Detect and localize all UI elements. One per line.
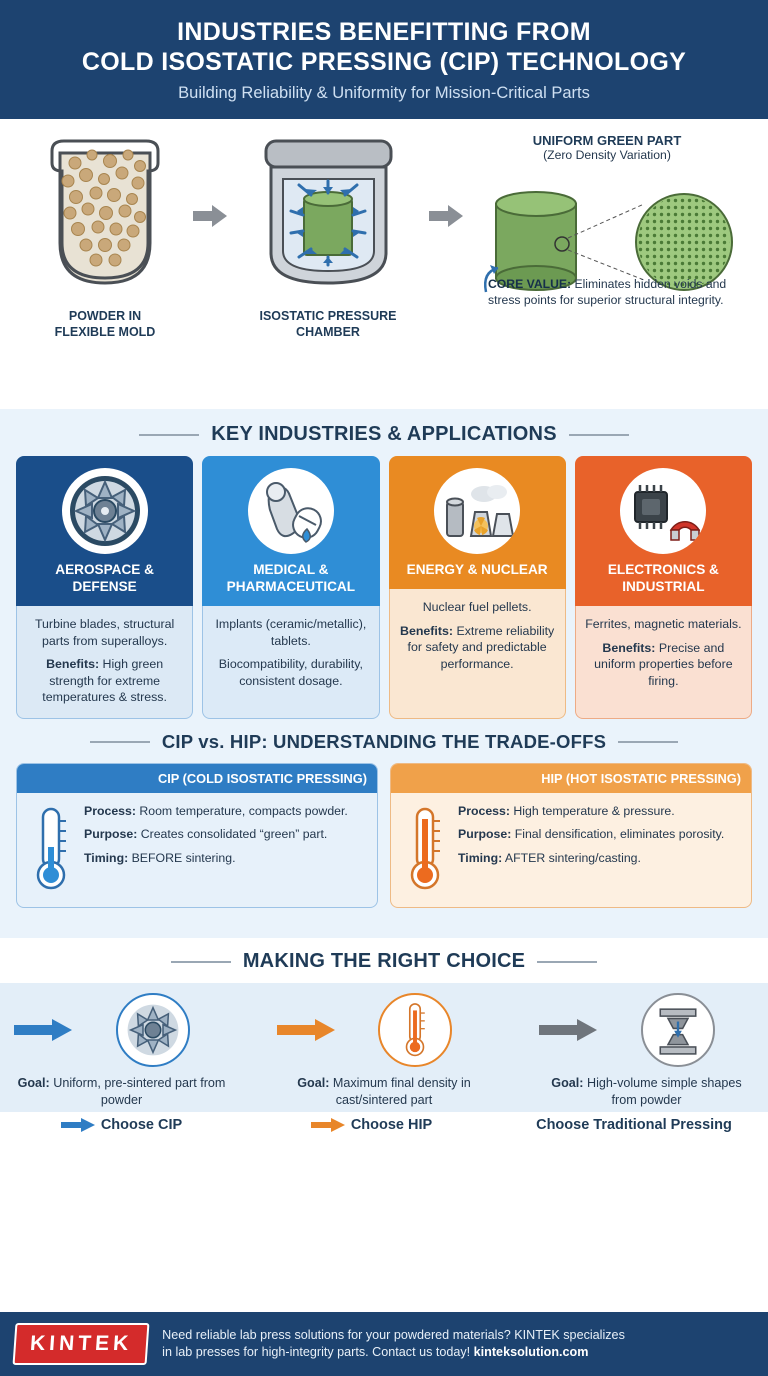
arrow-blue-small-icon	[61, 1117, 95, 1133]
industry-card-medical[interactable]	[202, 456, 379, 719]
card-line: Ferrites, magnetic materials.	[585, 616, 742, 631]
row-process: Process: High temperature & pressure.	[458, 804, 675, 819]
choice-goal-cip: Goal: Uniform, pre-sintered part from powder	[17, 1076, 226, 1107]
core-value-label: CORE VALUE:	[488, 277, 572, 291]
arrow-icon-2	[429, 205, 463, 227]
card-line: Implants (ceramic/metallic), tablets.	[215, 616, 367, 648]
card-body	[16, 606, 193, 719]
rule-right	[537, 961, 597, 963]
chip-magnet-icon	[620, 468, 706, 554]
arrow-blue-icon	[14, 1017, 72, 1043]
arrow-orange-icon	[277, 1017, 335, 1043]
choice-band	[0, 983, 768, 1112]
implant-pill-icon	[248, 468, 334, 554]
process-step-powder	[30, 133, 180, 340]
page-subtitle: Building Reliability & Uniformity for Mission-Critical Parts	[178, 84, 590, 102]
cold-thermometer-icon	[28, 803, 74, 895]
rule-left	[139, 434, 199, 436]
card-header	[575, 456, 752, 606]
card-line-benefits: Benefits: High green strength for extreme temperatures & stress.	[42, 657, 167, 705]
tradeoff-header-hip: HIP (HOT ISOSTATIC PRESSING)	[391, 764, 751, 793]
turbine-icon	[116, 993, 190, 1067]
kintek-logo: KINTEK	[13, 1323, 150, 1365]
choose-traditional-label[interactable]: Choose Traditional Pressing	[536, 1117, 732, 1134]
tradeoffs-section	[0, 763, 768, 922]
industry-card-energy[interactable]	[389, 456, 566, 719]
powder-caption: POWDER IN FLEXIBLE MOLD	[54, 309, 156, 339]
industry-cards	[0, 456, 768, 719]
card-line-benefits: Benefits: Extreme reliability for safety and predictable performance.	[400, 623, 555, 671]
card-body	[202, 606, 379, 719]
nuclear-plant-icon	[434, 468, 520, 554]
arrow-gray-icon	[539, 1017, 597, 1043]
press-icon	[641, 993, 715, 1067]
choose-cip-label[interactable]: Choose CIP	[100, 1117, 183, 1134]
industries-section-title: KEY INDUSTRIES & APPLICATIONS	[0, 411, 768, 456]
rule-right	[618, 741, 678, 743]
card-header	[16, 456, 193, 606]
page-title	[20, 18, 748, 77]
rule-left	[171, 961, 231, 963]
choice-item-traditional[interactable]	[539, 993, 754, 1108]
title-line-2: COLD ISOSTATIC PRESSING (CIP) TECHNOLOGY	[81, 47, 687, 76]
hot-thermometer-icon	[402, 803, 448, 895]
card-title: AEROSPACE & DEFENSE	[55, 562, 154, 594]
card-title: MEDICAL & PHARMACEUTICAL	[226, 562, 356, 594]
card-header	[389, 456, 566, 589]
card-line: Nuclear fuel pellets.	[422, 599, 532, 614]
card-body	[389, 589, 566, 719]
choose-row	[0, 1112, 768, 1134]
tradeoff-text-hip	[458, 803, 724, 895]
header	[0, 0, 768, 119]
row-process: Process: Room temperature, compacts powder.	[84, 804, 348, 819]
row-purpose: Purpose: Final densification, eliminates porosity.	[458, 827, 725, 842]
turbine-icon	[62, 468, 148, 554]
choice-goal-hip: Goal: Maximum final density in cast/sintered part	[297, 1076, 471, 1107]
card-title: ELECTRONICS & INDUSTRIAL	[607, 562, 719, 594]
green-part-sub: (Zero Density Variation)	[543, 148, 671, 162]
chamber-caption: ISOSTATIC PRESSURE CHAMBER	[259, 309, 397, 339]
hot-thermometer-icon	[378, 993, 452, 1067]
card-line-2: Biocompatibility, durability, consistent dosage.	[218, 657, 363, 688]
row-purpose: Purpose: Creates consolidated “green” part.	[84, 827, 328, 842]
industry-card-electronics[interactable]	[575, 456, 752, 719]
choose-hip-label[interactable]: Choose HIP	[350, 1117, 433, 1134]
footer-text: Need reliable lab press solutions for your powdered materials? KINTEK specializes in lab presses for high-integrity parts. Contact us today! kinteksolution.com	[162, 1327, 625, 1359]
title-line-1: INDUSTRIES BENEFITTING FROM	[177, 18, 591, 46]
choice-section-title: MAKING THE RIGHT CHOICE	[0, 938, 768, 983]
row-timing: Timing: BEFORE sintering.	[84, 850, 236, 865]
process-diagram	[0, 119, 768, 409]
card-line-benefits: Benefits: Precise and uniform properties before firing.	[594, 640, 733, 688]
pressure-chamber-icon	[241, 133, 416, 298]
tradeoffs-section-title: CIP vs. HIP: UNDERSTANDING THE TRADE-OFFS	[0, 719, 768, 763]
card-line: Turbine blades, structural parts from superalloys.	[34, 616, 175, 648]
industry-card-aerospace[interactable]	[16, 456, 193, 719]
footer	[0, 1312, 768, 1376]
choice-item-hip[interactable]	[277, 993, 492, 1108]
tradeoff-header-cip: CIP (COLD ISOSTATIC PRESSING)	[17, 764, 377, 793]
choice-goal-traditional: Goal: High-volume simple shapes from powder	[551, 1076, 742, 1107]
card-header	[202, 456, 379, 606]
row-timing: Timing: AFTER sintering/casting.	[458, 850, 641, 865]
process-step-green-part	[476, 133, 738, 308]
core-value-text: Eliminates hidden voids and stress points for superior structural integrity.	[488, 277, 727, 308]
card-title: ENERGY & NUCLEAR	[406, 562, 548, 577]
tradeoff-card-hip	[390, 763, 752, 908]
rule-right	[569, 434, 629, 436]
green-part-title: UNIFORM GREEN PART	[532, 133, 682, 148]
choice-item-cip[interactable]	[14, 993, 229, 1108]
core-value-note	[488, 276, 738, 308]
process-step-chamber	[241, 133, 416, 340]
tradeoff-card-cip	[16, 763, 378, 908]
arrow-icon	[193, 205, 227, 227]
industries-section	[0, 409, 768, 938]
footer-website-link[interactable]: kinteksolution.com	[473, 1345, 589, 1359]
card-body	[575, 606, 752, 719]
powder-mold-icon	[30, 133, 180, 298]
choice-section	[0, 938, 768, 1144]
arrow-orange-small-icon	[311, 1117, 345, 1133]
tradeoff-text-cip	[84, 803, 348, 895]
rule-left	[90, 741, 150, 743]
